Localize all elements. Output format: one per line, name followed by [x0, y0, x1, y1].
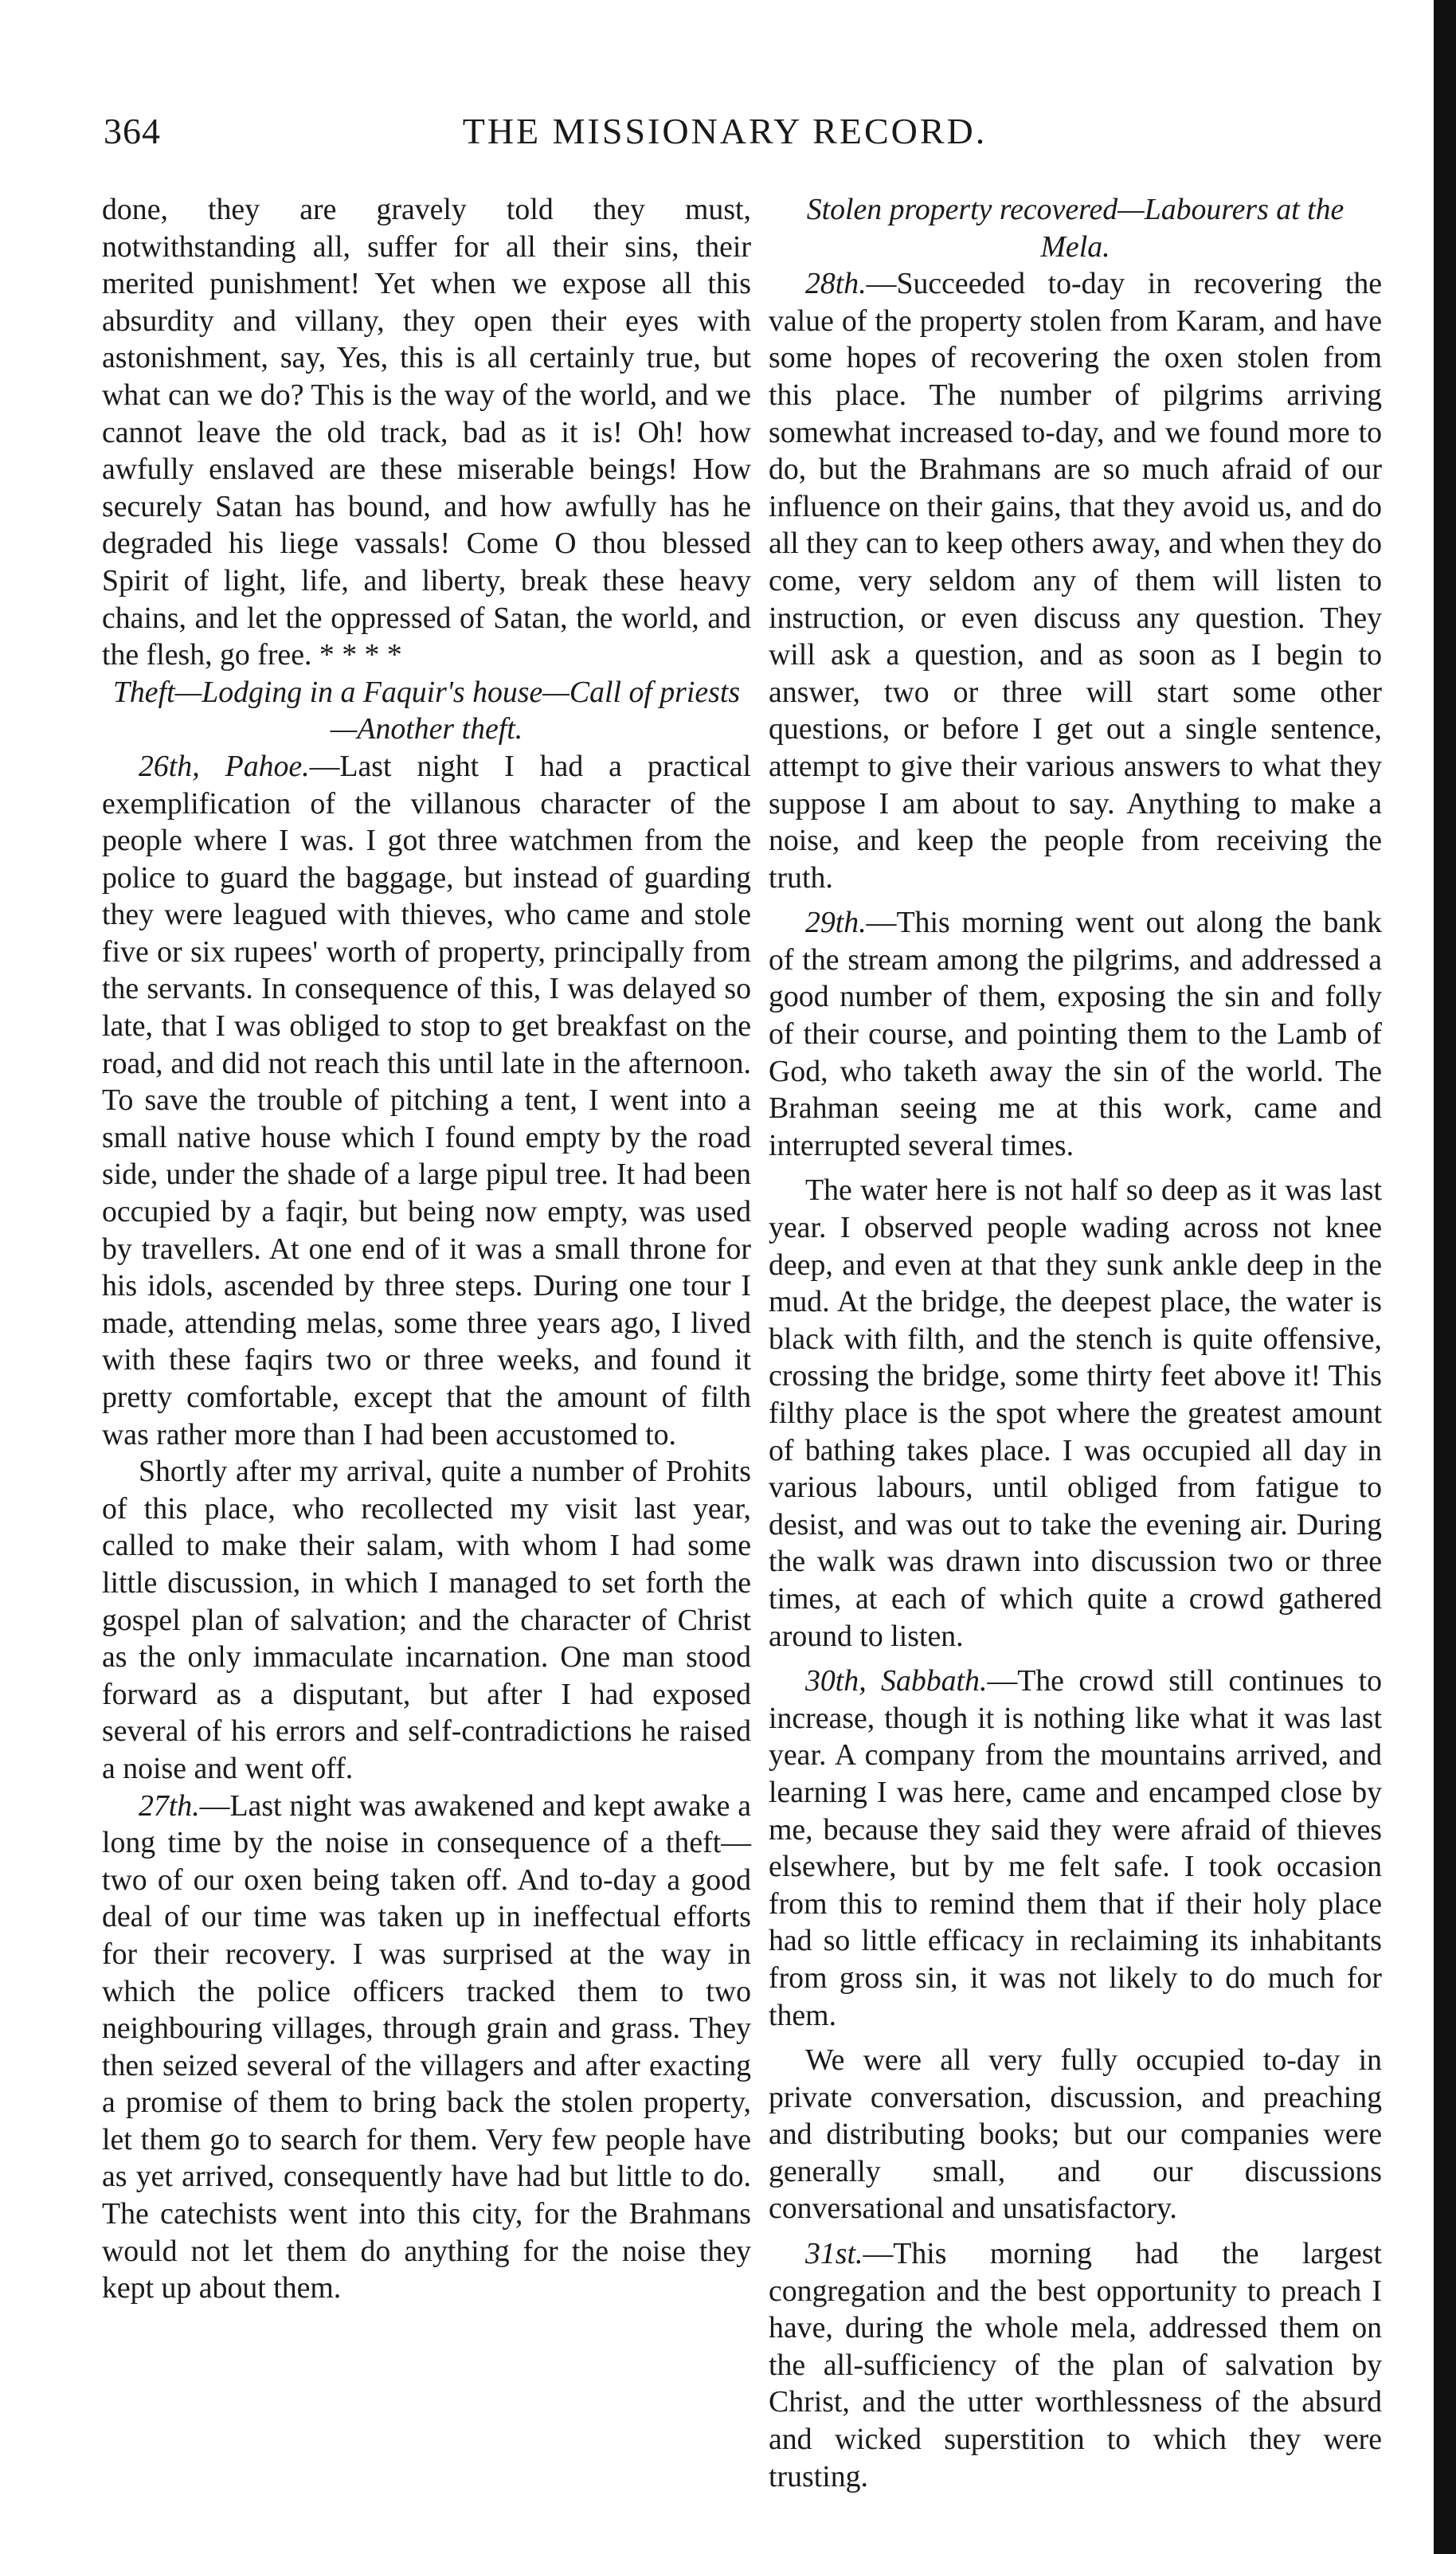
paragraph	[769, 265, 1382, 896]
paragraph-text: —Succeeded to-day in recovering the value of the property stolen from Karam, and have some hopes of recovering the oxen stolen from this place. The number of pilgrims arriving somewhat increased to-day, and we found more to do, but the Brahmans are so much afraid of our influence on their gains, that they avoid us, and do all they can to keep others away, and when they do come, very seldom any of them will listen to instruction, or even discuss any question. They will ask a question, and as soon as I begin to answer, two or three will start some other questions, or before I get out a single sentence, attempt to give their various answers to what they suppose I am about to say. Anything to make a noise, and keep the people from receiving the truth.	[769, 267, 1382, 895]
paragraph: The water here is not half so deep as it was last year. I observed people wading across not knee deep, and even at that they sunk ankle deep in the mud. At the bridge, the deepest place, the water is black with filth, and the stench is quite offensive, crossing the bridge, some thirty feet above it! This filthy place is the spot where the greatest amount of bathing takes place. I was occupied all day in various labours, until obliged from fatigue to desist, and was out to take the evening air. During the walk was drawn into discussion two or three times, at each of which quite a crowd gathered around to listen.	[769, 1173, 1382, 1653]
page-edge-shadow	[1434, 0, 1456, 2554]
paragraph: done, they are gravely told they must, notwithstanding all, suffer for all their sins, their merited punishment! Yet when we expose all this absurdity and villany, they open their eyes with astonishment, say, Yes, this is all certainly true, but what can we do? This is the way of the world, and we cannot leave the old track, bad as it is! Oh! how awfully enslaved are these miserable beings! How securely Satan has bound, and how awfully has he degraded his liege vassals! Come O thou blessed Spirit of light, life, and liberty, break these heavy chains, and let the oppressed of Satan, the world, and the flesh, go free. * * * *	[102, 193, 751, 672]
section-heading: Theft—Lodging in a Faquir's house—Call of priests—Another theft.	[112, 675, 741, 746]
entry-date: 30th, Sabbath.	[805, 1664, 988, 1698]
page-number: 364	[104, 111, 161, 151]
left-column	[102, 191, 751, 2307]
paragraph	[102, 1788, 751, 2307]
paragraph-text: —Last night was awakened and kept awake a long time by the noise in consequence of a theft—two of our oxen being taken off. And to-day a good deal of our time was taken up in ineffectual efforts for their recovery. I was surprised at the way in which the police officers tracked them to two neighbouring villages, through grain and grass. They then seized several of the villagers and after exacting a promise of them to bring back the stolen property, let them go to search for them. Very few people have as yet arrived, consequently have had but little to do. The catechists went into this city, for the Brahmans would not let them do anything for the noise they kept up about them.	[102, 1788, 751, 2305]
entry-date: 31st.	[805, 2237, 863, 2271]
paragraph	[769, 1663, 1382, 2034]
paragraph-text: —The crowd still continues to increase, though it is nothing like what it was last year. A company from the mountains arrived, and learning I was here, came and encamped close by me, because they said they were afraid of thieves elsewhere, but by me felt safe. I took occasion from this to remind them that if their holy place had so little efficacy in reclaiming its inhabitants from gross sin, it was not likely to do much for them.	[769, 1664, 1382, 2032]
paragraph-text: —This morning had the largest congregation and the best opportunity to preach I have, during the whole mela, addressed them on the all-sufficiency of the plan of salvation by Christ, and the utter worthlessness of the absurd and wicked superstition to which they were trusting.	[769, 2237, 1382, 2493]
entry-date: 27th.	[139, 1788, 200, 1823]
paragraph-text: —Last night I had a practical exemplification of the villanous character of the people where I was. I got three watchmen from the police to guard the baggage, but instead of guarding they were leagued with thieves, who came and stole five or six rupees' worth of property, principally from the servants. In consequence of this, I was delayed so late, that I was obliged to stop to get breakfast on the road, and did not reach this until late in the afternoon. To save the trouble of pitching a tent, I went into a small native house which I found empty by the road side, under the shade of a large pipul tree. It had been occupied by a faqir, but being now empty, was used by travellers. At one end of it was a small throne for his idols, ascended by three steps. During one tour I made, attending melas, some three years ago, I lived with these faqirs two or three weeks, and found it pretty comfortable, except that the amount of filth was rather more than I had been accustomed to.	[102, 749, 752, 1451]
paragraph	[769, 904, 1382, 1164]
entry-date: 29th.	[805, 906, 867, 940]
paragraph: Shortly after my arrival, quite a number of Prohits of this place, who recollected my visit last year, called to make their salam, with whom I had some little discussion, in which I managed to set forth the gospel plan of salvation; and the character of Christ as the only immaculate incarnation. One man stood forward as a disputant, but after I had exposed several of his errors and self-contradictions he raised a noise and went off.	[102, 1455, 751, 1785]
section-heading: Stolen property recovered—Labourers at the Mela.	[806, 193, 1344, 264]
paragraph	[102, 748, 751, 1453]
running-title: THE MISSIONARY RECORD.	[462, 111, 988, 151]
paragraph	[769, 2235, 1382, 2495]
paragraph-text: —This morning went out along the bank of the stream among the pilgrims, and addressed a good number of them, exposing the sin and folly of their course, and pointing them to the Lamb of God, who taketh away the sin of the world. The Brahman seeing me at this work, came and interrupted several times.	[769, 906, 1382, 1162]
page-header	[104, 110, 1346, 166]
right-column	[769, 191, 1382, 2495]
entry-date: 28th.	[805, 267, 867, 301]
paragraph: We were all very fully occupied to-day in private conversation, discussion, and preaching and distributing books; but our companies were generally small, and our discussions conversational and unsatisfactory.	[769, 2043, 1382, 2226]
entry-date: 26th, Pahoe.	[139, 749, 310, 783]
